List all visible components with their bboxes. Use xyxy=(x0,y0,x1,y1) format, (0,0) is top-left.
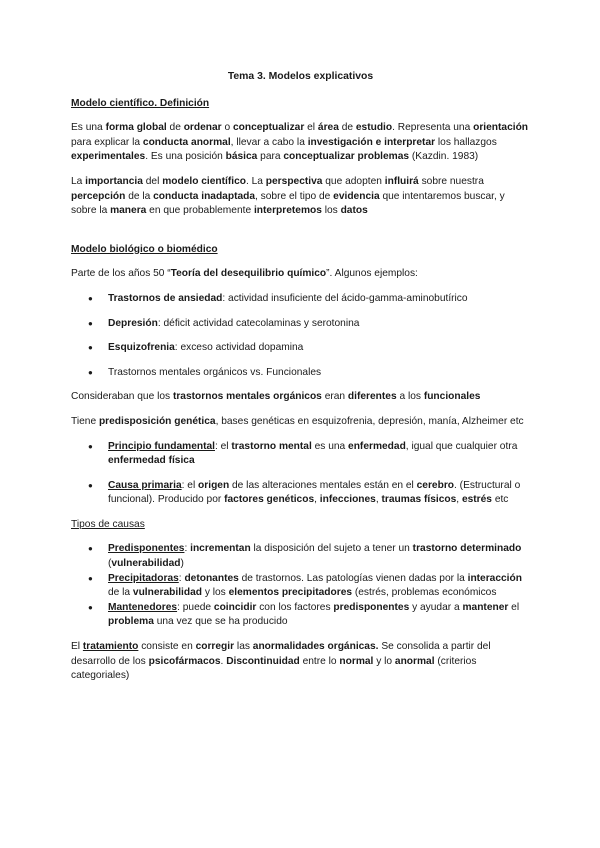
bold-term: trastorno determinado xyxy=(412,543,522,555)
bold-term: experimentales xyxy=(71,151,146,163)
text-run: que intentaremos buscar, y sobre la xyxy=(71,190,505,217)
bold-term: influirá xyxy=(384,175,419,187)
cause-item xyxy=(71,542,530,571)
spacer xyxy=(71,229,530,243)
bold-term: predisposición genética xyxy=(98,415,216,427)
bold-term: estudio xyxy=(355,122,393,134)
paragraph-importance xyxy=(71,175,530,219)
underlined-term: Precipitadoras xyxy=(108,572,179,584)
bold-term: enfermedad física xyxy=(108,455,195,467)
text-run: de trastornos. Las patologías vienen dadas por la xyxy=(238,572,468,584)
text-run: . La xyxy=(245,175,266,187)
causes-heading: Tipos de causas xyxy=(71,518,145,530)
bold-term: problema xyxy=(108,616,154,628)
bold-term: predisponentes xyxy=(333,601,410,613)
bold-term: corregir xyxy=(195,641,235,653)
bold-term: datos xyxy=(340,205,368,217)
text-run: Trastornos mentales orgánicos vs. Funcionales xyxy=(108,366,322,378)
cause-item xyxy=(71,572,530,601)
text-run: : el xyxy=(214,440,232,452)
underlined-term: Predisponentes xyxy=(108,543,185,555)
text-run: el xyxy=(304,122,318,134)
causes-list xyxy=(71,542,530,630)
text-run: ) xyxy=(180,558,184,570)
bold-term: psicofármacos xyxy=(148,655,221,667)
text-run: , bases genéticas en esquizofrenia, depresión, manía, Alzheimer etc xyxy=(215,415,524,427)
bold-term: manera xyxy=(110,205,147,217)
text-run: . (Estructural o funcional). Producido por xyxy=(108,479,521,506)
bold-term: forma global xyxy=(105,122,167,134)
text-run: para explicar la xyxy=(71,136,143,148)
bold-term: diferentes xyxy=(347,391,397,403)
example-item xyxy=(71,292,530,307)
bold-term: interpretemos xyxy=(253,205,322,217)
bold-term: área xyxy=(317,122,339,134)
bold-term: trastornos mentales orgánicos xyxy=(172,391,322,403)
bold-term: Trastornos de ansiedad xyxy=(108,292,223,304)
text-run: o xyxy=(221,122,233,134)
text-run: los hallazgos xyxy=(435,136,497,148)
bold-term: cerebro xyxy=(416,479,455,491)
text-run: : exceso actividad dopamina xyxy=(174,342,304,354)
principle-item xyxy=(71,479,530,508)
text-run: : déficit actividad catecolaminas y serotonina xyxy=(157,317,360,329)
text-run: en que probablemente xyxy=(146,205,254,217)
bold-term: percepción xyxy=(71,190,126,202)
text-run: una vez que se ha producido xyxy=(153,616,288,628)
text-run: Se consolida a partir del desarrollo de los xyxy=(71,641,491,667)
bold-term: conceptualizar problemas xyxy=(283,151,410,163)
example-item xyxy=(71,341,530,356)
text-run: es una xyxy=(311,440,349,452)
bold-term: importancia xyxy=(85,175,143,187)
bold-term: origen xyxy=(198,479,230,491)
text-run: : el xyxy=(181,479,199,491)
text-run: Tiene xyxy=(71,415,99,427)
bold-term: Esquizofrenia xyxy=(108,342,175,354)
bold-term: funcionales xyxy=(423,391,481,403)
text-run: , xyxy=(314,494,320,506)
text-run: del xyxy=(142,175,163,187)
text-run: , llevar a cabo la xyxy=(230,136,308,148)
bold-term: evidencia xyxy=(333,190,380,202)
principle-item xyxy=(71,440,530,469)
text-run: : actividad insuficiente del ácido-gamma-aminobutírico xyxy=(222,292,468,304)
example-item xyxy=(71,366,530,381)
text-run: y ayudar a xyxy=(409,601,463,613)
text-run: de xyxy=(338,122,356,134)
bold-term: anormal xyxy=(394,655,435,667)
text-run: consiste en xyxy=(138,641,196,653)
text-run: . Es una posición xyxy=(145,151,226,163)
section-heading-scientific-model: Modelo científico. Definición xyxy=(71,97,210,109)
underlined-term: tratamiento xyxy=(82,641,139,653)
text-run: El xyxy=(71,641,83,653)
bold-term: conducta anormal xyxy=(142,136,231,148)
text-run: : xyxy=(178,572,185,584)
text-run: eran xyxy=(321,391,348,403)
text-run: etc xyxy=(491,494,509,506)
text-run: (criterios categoriales) xyxy=(71,655,477,682)
bold-term: perspectiva xyxy=(265,175,323,187)
examples-list xyxy=(71,292,530,380)
bold-term: básica xyxy=(225,151,258,163)
cause-item xyxy=(71,601,530,630)
bold-term: interacción xyxy=(467,572,522,584)
bold-term: elementos precipitadores xyxy=(228,587,353,599)
bold-term: Discontinuidad xyxy=(226,655,300,667)
bold-term: orientación xyxy=(473,122,529,134)
text-run: que adopten xyxy=(322,175,385,187)
bold-term: infecciones xyxy=(319,494,376,506)
bold-term: anormalidades orgánicas. xyxy=(252,641,379,653)
document-title: Tema 3. Modelos explicativos xyxy=(227,71,374,82)
text-run: y los xyxy=(202,587,229,599)
text-run: , igual que cualquier otra xyxy=(405,440,518,452)
text-run: ”. Algunos ejemplos: xyxy=(326,268,418,280)
text-run: a los xyxy=(396,391,424,403)
text-run: los xyxy=(321,205,341,217)
paragraph-genetic-predisposition xyxy=(71,415,530,430)
bold-term: detonantes xyxy=(184,572,239,584)
bold-term: trastorno mental xyxy=(231,440,312,452)
bold-term: Depresión xyxy=(108,317,158,329)
bold-term: conceptualizar xyxy=(232,122,305,134)
text-run: de las alteraciones mentales están en el xyxy=(229,479,417,491)
text-run: , xyxy=(375,494,382,506)
paragraph-definition xyxy=(71,121,530,165)
text-run: Consideraban que los xyxy=(71,391,173,403)
text-run: : xyxy=(184,543,191,555)
bold-term: vulnerabilidad xyxy=(132,587,202,599)
bold-term: factores genéticos xyxy=(224,494,315,506)
text-run: las xyxy=(234,641,253,653)
section-heading-biomedical-model: Modelo biológico o biomédico xyxy=(71,243,218,255)
underlined-term: Causa primaria xyxy=(108,479,182,491)
text-run: el xyxy=(508,601,520,613)
text-run: ( xyxy=(108,558,112,570)
bold-term: conducta inadaptada xyxy=(153,190,256,202)
text-run: (estrés, problemas económicos xyxy=(352,587,497,599)
text-run: La xyxy=(71,175,86,187)
bold-term: Teoría del desequilibrio químico xyxy=(170,268,327,280)
text-run: . Representa una xyxy=(392,122,474,134)
paragraph-organic-vs-functional xyxy=(71,390,530,405)
bold-term: traumas físicos xyxy=(381,494,457,506)
text-run: de la xyxy=(125,190,154,202)
text-run: , xyxy=(456,494,462,506)
example-item xyxy=(71,317,530,332)
bold-term: modelo científico xyxy=(162,175,246,187)
bold-term: vulnerabilidad xyxy=(111,558,181,570)
bold-term: mantener xyxy=(462,601,509,613)
paragraph-intro xyxy=(71,267,530,282)
text-run: la disposición del sujeto a tener un xyxy=(250,543,413,555)
text-run: Parte de los años 50 “ xyxy=(71,268,171,280)
text-run: de la xyxy=(108,587,133,599)
text-run: . xyxy=(220,655,227,667)
text-run: para xyxy=(257,151,284,163)
bold-term: incrementan xyxy=(190,543,251,555)
text-run: Es una xyxy=(71,122,106,134)
underlined-term: Mantenedores xyxy=(108,601,178,613)
text-run: : puede xyxy=(177,601,214,613)
bold-term: normal xyxy=(339,655,374,667)
bold-term: ordenar xyxy=(183,122,222,134)
text-run: de xyxy=(166,122,184,134)
paragraph-treatment xyxy=(71,640,530,684)
text-run: (Kazdin. 1983) xyxy=(409,151,479,163)
bold-term: estrés xyxy=(461,494,492,506)
text-run: entre lo xyxy=(299,655,340,667)
text-run: , sobre el tipo de xyxy=(255,190,334,202)
bold-term: investigación e interpretar xyxy=(307,136,436,148)
underlined-term: Principio fundamental xyxy=(108,440,215,452)
bold-term: coincidir xyxy=(213,601,257,613)
text-run: sobre nuestra xyxy=(418,175,484,187)
text-run: y lo xyxy=(373,655,395,667)
bold-term: enfermedad xyxy=(348,440,406,452)
text-run: con los factores xyxy=(256,601,334,613)
principles-list xyxy=(71,440,530,508)
